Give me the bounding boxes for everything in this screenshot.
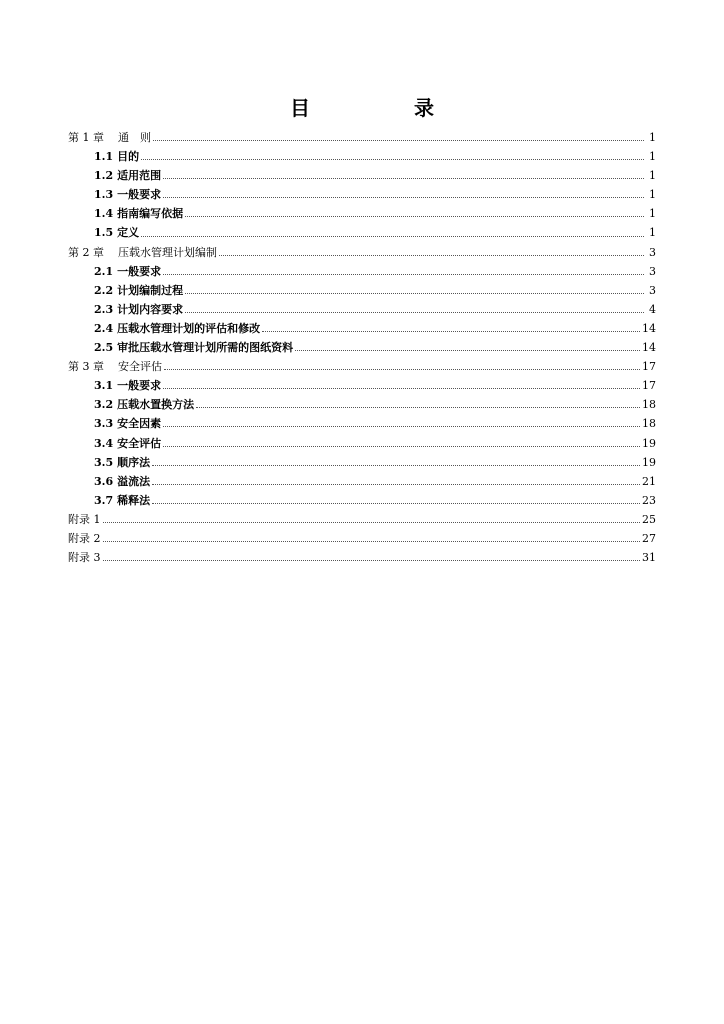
- toc-entry-page: 19: [642, 436, 656, 450]
- toc-entry[interactable]: [68, 472, 656, 491]
- toc-entry-page: 17: [642, 379, 656, 393]
- toc-entry-page: 18: [642, 398, 656, 412]
- toc-entry[interactable]: [68, 243, 656, 262]
- toc-entry-label: 顺序法: [117, 455, 151, 469]
- toc-title: 目 录: [290, 96, 476, 120]
- dot-leader: [219, 255, 644, 256]
- toc-entry[interactable]: [68, 185, 656, 204]
- toc-entry-label: 压载水管理计划编制: [118, 245, 217, 259]
- toc-entry-label: 定义: [117, 226, 140, 240]
- dot-leader: [152, 503, 640, 504]
- toc-entry-page: 4: [649, 302, 656, 316]
- toc-entry-label: 附录 1: [68, 512, 101, 526]
- toc-entry-page: 1: [649, 150, 656, 164]
- toc-entry[interactable]: [68, 395, 656, 414]
- dot-leader: [196, 407, 640, 408]
- toc-entry-number: 1.5: [94, 226, 114, 240]
- toc-entry-page: 23: [642, 493, 656, 507]
- toc-entry[interactable]: [68, 319, 656, 338]
- toc-entry-label: 溢流法: [117, 474, 151, 488]
- toc-entry[interactable]: [68, 529, 656, 548]
- dot-leader: [103, 541, 641, 542]
- toc-entry-label: 指南编写依据: [117, 207, 184, 221]
- dot-leader: [163, 446, 640, 447]
- toc-entry-label: 一般要求: [117, 264, 162, 278]
- dot-leader: [152, 484, 640, 485]
- toc-entry-number: 第 3 章: [68, 360, 104, 374]
- toc-entry[interactable]: [68, 204, 656, 223]
- toc-entry-page: 31: [642, 551, 656, 565]
- toc-entry-number: 第 2 章: [68, 245, 104, 259]
- table-of-contents: [68, 128, 656, 567]
- dot-leader: [185, 216, 644, 217]
- toc-entry-label: 计划编制过程: [117, 283, 184, 297]
- dot-leader: [163, 197, 644, 198]
- toc-entry-number: 3.6: [94, 474, 114, 488]
- toc-entry-label: 审批压载水管理计划所需的图纸资料: [117, 341, 294, 355]
- toc-entry[interactable]: [68, 223, 656, 242]
- toc-entry-number: 2.4: [94, 321, 114, 335]
- toc-entry-number: 3.5: [94, 455, 114, 469]
- toc-entry-label: 计划内容要求: [117, 302, 184, 316]
- toc-entry-label: 目的: [117, 150, 140, 164]
- dot-leader: [153, 140, 644, 141]
- toc-entry-page: 14: [642, 321, 656, 335]
- toc-entry-number: 1.2: [94, 169, 114, 183]
- toc-entry[interactable]: [68, 548, 656, 567]
- toc-entry-label: 安全评估: [117, 436, 162, 450]
- dot-leader: [163, 178, 644, 179]
- toc-entry-number: 1.3: [94, 188, 114, 202]
- toc-entry-page: 1: [649, 188, 656, 202]
- toc-entry[interactable]: [68, 128, 656, 147]
- toc-entry-number: 3.2: [94, 398, 114, 412]
- toc-entry-page: 1: [649, 226, 656, 240]
- toc-entry[interactable]: [68, 166, 656, 185]
- toc-entry[interactable]: [68, 357, 656, 376]
- toc-entry[interactable]: [68, 434, 656, 453]
- dot-leader: [163, 426, 640, 427]
- toc-entry-number: 2.2: [94, 283, 114, 297]
- toc-entry-label: 安全评估: [118, 360, 162, 374]
- toc-entry[interactable]: [68, 300, 656, 319]
- toc-entry-page: 18: [642, 417, 656, 431]
- toc-entry[interactable]: [68, 414, 656, 433]
- toc-entry-number: 3.1: [94, 379, 114, 393]
- toc-entry-number: 2.3: [94, 302, 114, 316]
- toc-entry-label: 压载水管理计划的评估和修改: [117, 321, 261, 335]
- toc-entry[interactable]: [68, 281, 656, 300]
- toc-entry[interactable]: [68, 262, 656, 281]
- dot-leader: [141, 236, 644, 237]
- toc-entry-label: 安全因素: [117, 417, 162, 431]
- toc-entry-page: 3: [649, 264, 656, 278]
- toc-entry-page: 21: [642, 474, 656, 488]
- toc-entry[interactable]: [68, 376, 656, 395]
- dot-leader: [152, 465, 640, 466]
- toc-entry[interactable]: [68, 453, 656, 472]
- toc-entry-number: 1.1: [94, 150, 114, 164]
- toc-entry-page: 3: [649, 245, 656, 259]
- dot-leader: [185, 293, 644, 294]
- dot-leader: [164, 369, 640, 370]
- dot-leader: [163, 388, 640, 389]
- dot-leader: [103, 560, 641, 561]
- toc-entry-page: 1: [649, 131, 656, 144]
- toc-entry[interactable]: [68, 147, 656, 166]
- dot-leader: [262, 331, 640, 332]
- toc-entry[interactable]: [68, 510, 656, 529]
- toc-entry[interactable]: [68, 491, 656, 510]
- toc-entry-label: 一般要求: [117, 379, 162, 393]
- toc-entry-page: 27: [642, 531, 656, 545]
- toc-entry-number: 3.7: [94, 493, 114, 507]
- toc-entry-number: 1.4: [94, 207, 114, 221]
- dot-leader: [185, 312, 644, 313]
- toc-entry-label: 附录 3: [68, 551, 101, 565]
- toc-entry-label: 适用范围: [117, 169, 162, 183]
- toc-entry-number: 3.4: [94, 436, 114, 450]
- toc-entry-page: 1: [649, 169, 656, 183]
- toc-entry-page: 17: [642, 360, 656, 374]
- toc-entry-page: 1: [649, 207, 656, 221]
- toc-entry-page: 14: [642, 341, 656, 355]
- toc-entry-page: 25: [642, 512, 656, 526]
- toc-entry-label: 通 则: [118, 131, 151, 144]
- dot-leader: [295, 350, 640, 351]
- dot-leader: [141, 159, 644, 160]
- toc-entry-label: 一般要求: [117, 188, 162, 202]
- toc-entry-number: 2.5: [94, 341, 114, 355]
- dot-leader: [163, 274, 644, 275]
- toc-entry-number: 第 1 章: [68, 131, 104, 144]
- toc-entry-number: 3.3: [94, 417, 114, 431]
- toc-entry-label: 压载水置换方法: [117, 398, 195, 412]
- toc-entry-label: 稀释法: [117, 493, 151, 507]
- toc-entry-page: 3: [649, 283, 656, 297]
- toc-entry-page: 19: [642, 455, 656, 469]
- toc-entry[interactable]: [68, 338, 656, 357]
- toc-entry-number: 2.1: [94, 264, 114, 278]
- dot-leader: [103, 522, 641, 523]
- toc-entry-label: 附录 2: [68, 531, 101, 545]
